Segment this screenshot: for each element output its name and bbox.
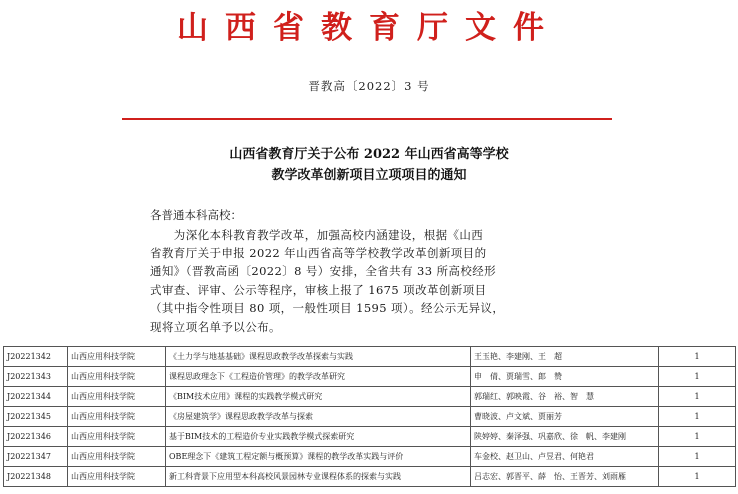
project-name-cell: 《土力学与地基基础》课程思政教学改革探索与实践 bbox=[166, 347, 471, 367]
project-code-cell: J20221345 bbox=[4, 407, 68, 427]
members-cell: 郭瑞红、郭映霞、谷 裕、智 慧 bbox=[471, 387, 659, 407]
project-code-cell: J20221343 bbox=[4, 367, 68, 387]
members-cell: 曹晓波、卢文斌、贾丽芳 bbox=[471, 407, 659, 427]
table-row bbox=[4, 427, 736, 447]
members-cell: 陕婷婷、秦泽强、巩嘉欣、徐 帆、李建刚 bbox=[471, 427, 659, 447]
notice-title-line-2: 教学改革创新项目立项项目的通知 bbox=[271, 168, 467, 183]
count-cell: 1 bbox=[659, 387, 736, 407]
table-row bbox=[4, 367, 736, 387]
school-cell: 山西应用科技学院 bbox=[68, 387, 166, 407]
body-paragraph-line: 式审查、评审、公示等程序，审核上报了 1675 项改革创新项目 bbox=[150, 283, 487, 297]
table-row bbox=[4, 387, 736, 407]
members-cell: 车金校、赵卫山、卢昱君、何艳君 bbox=[471, 447, 659, 467]
table-row bbox=[4, 467, 736, 487]
members-cell: 申 倩、贾瑞雪、郎 赞 bbox=[471, 367, 659, 387]
count-cell: 1 bbox=[659, 407, 736, 427]
members-cell: 王玉艳、李建刚、王 超 bbox=[471, 347, 659, 367]
project-code-cell: J20221348 bbox=[4, 467, 68, 487]
project-name-cell: 《BIM技术应用》课程的实践教学模式研究 bbox=[166, 387, 471, 407]
count-cell: 1 bbox=[659, 427, 736, 447]
school-cell: 山西应用科技学院 bbox=[68, 467, 166, 487]
project-code-cell: J20221344 bbox=[4, 387, 68, 407]
school-cell: 山西应用科技学院 bbox=[68, 427, 166, 447]
table-row bbox=[4, 347, 736, 367]
count-cell: 1 bbox=[659, 467, 736, 487]
count-cell: 1 bbox=[659, 367, 736, 387]
school-cell: 山西应用科技学院 bbox=[68, 347, 166, 367]
body-paragraph-line: 省教育厅关于申报 2022 年山西省高等学校教学改革创新项目的 bbox=[150, 246, 487, 260]
school-cell: 山西应用科技学院 bbox=[68, 447, 166, 467]
project-code-cell: J20221347 bbox=[4, 447, 68, 467]
project-code-cell: J20221342 bbox=[4, 347, 68, 367]
body-paragraph-line: 为深化本科教育教学改革，加强高校内涵建设，根据《山西 bbox=[150, 228, 484, 242]
project-name-cell: 新工科背景下应用型本科高校风景园林专业课程体系的探索与实践 bbox=[166, 467, 471, 487]
count-cell: 1 bbox=[659, 447, 736, 467]
body-paragraph-line: （其中指令性项目 80 项，一般性项目 1595 项）。经公示无异议， bbox=[150, 301, 505, 315]
notice-title-line-1: 山西省教育厅关于公布 2022 年山西省高等学校 bbox=[229, 147, 509, 162]
project-name-cell: 基于BIM技术的工程造价专业实践教学模式探索研究 bbox=[166, 427, 471, 447]
body-paragraph-line: 通知》（晋教高函〔2022〕8 号）安排，全省共有 33 所高校经形 bbox=[150, 264, 497, 278]
project-name-cell: OBE理念下《建筑工程定额与概预算》课程的教学改革实践与评价 bbox=[166, 447, 471, 467]
salutation: 各普通本科高校： bbox=[150, 208, 242, 222]
project-code-cell: J20221346 bbox=[4, 427, 68, 447]
members-cell: 吕志宏、郭晋平、薛 怡、王晋芳、刘雨雁 bbox=[471, 467, 659, 487]
table-row bbox=[4, 407, 736, 427]
document-number: 晋教高〔2022〕3 号 bbox=[308, 79, 430, 93]
count-cell: 1 bbox=[659, 347, 736, 367]
school-cell: 山西应用科技学院 bbox=[68, 407, 166, 427]
red-divider bbox=[122, 118, 612, 120]
body-paragraph-line: 现将立项名单予以公布。 bbox=[150, 320, 281, 334]
school-cell: 山西应用科技学院 bbox=[68, 367, 166, 387]
project-name-cell: 课程思政理念下《工程造价管理》的教学改革研究 bbox=[166, 367, 471, 387]
document-header-title: 山西省教育厅文件 bbox=[177, 10, 561, 46]
project-name-cell: 《房屋建筑学》课程思政教学改革与探索 bbox=[166, 407, 471, 427]
project-list-table bbox=[3, 346, 736, 487]
table-row bbox=[4, 447, 736, 467]
